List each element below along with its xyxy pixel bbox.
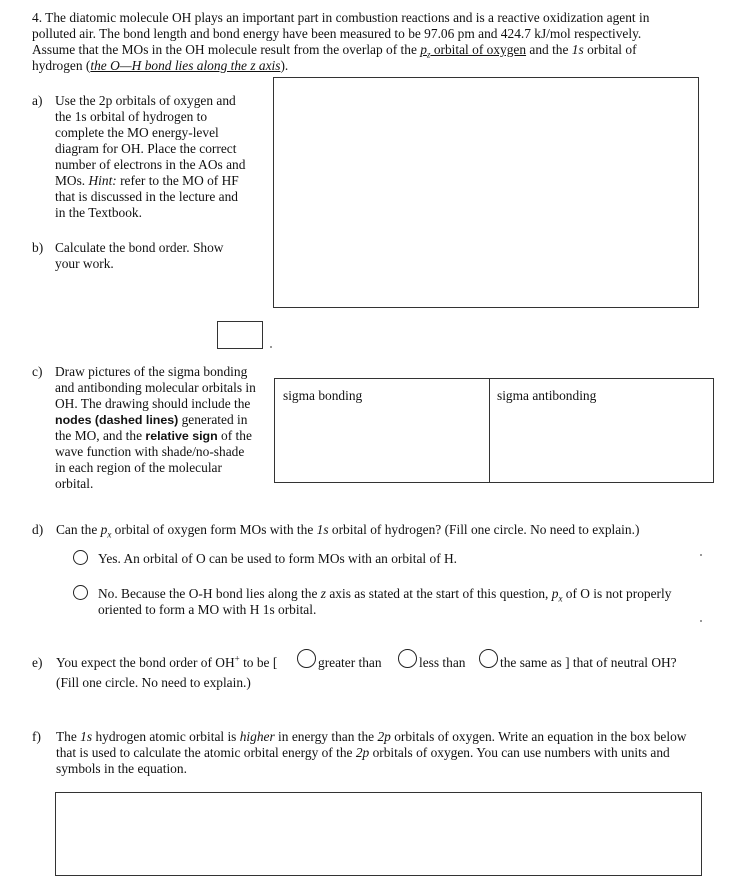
part-c-line: the MO, and the relative sign of the bbox=[55, 428, 252, 443]
part-a-line: diagram for OH. Place the correct bbox=[55, 141, 237, 156]
option-yes-radio[interactable] bbox=[73, 550, 88, 565]
part-a-line: number of electrons in the AOs and bbox=[55, 157, 246, 172]
option-greater-radio[interactable] bbox=[297, 649, 316, 668]
part-f-line-2: that is used to calculate the atomic orbital energy of the 2p orbitals of oxygen. You can use numbers with units and bbox=[56, 745, 670, 760]
intro-line-1: 4. The diatomic molecule OH plays an important part in combustion reactions and is a reactive oxidization agent in bbox=[32, 10, 650, 25]
part-a-line: complete the MO energy-level bbox=[55, 125, 219, 140]
part-e-instruction: (Fill one circle. No need to explain.) bbox=[56, 675, 251, 690]
part-a-line: Use the 2p orbitals of oxygen and bbox=[55, 93, 236, 108]
sigma-bonding-cell[interactable] bbox=[274, 378, 490, 483]
sigma-antibonding-cell[interactable] bbox=[489, 378, 714, 483]
part-f-label: f) bbox=[32, 729, 41, 744]
intro-line-4: hydrogen (the O—H bond lies along the z axis). bbox=[32, 58, 289, 73]
intro-line-3: Assume that the MOs in the OH molecule result from the overlap of the $p_z$ orbital of oxygen and the 1s orbital of bbox=[32, 42, 637, 60]
part-d-question: Can the $p_x$ orbital of oxygen form MOs with the 1s orbital of hydrogen? (Fill one circle. No need to explain.) bbox=[56, 522, 640, 540]
part-c-line: in each region of the molecular bbox=[55, 460, 222, 475]
option-greater-label: greater than bbox=[318, 655, 382, 670]
option-no-label-line2: oriented to form a MO with H 1s orbital. bbox=[98, 602, 317, 617]
part-c-line: orbital. bbox=[55, 476, 94, 491]
option-no-radio[interactable] bbox=[73, 585, 88, 600]
equation-answer-box[interactable] bbox=[55, 792, 702, 876]
option-yes-label: Yes. An orbital of O can be used to form MOs with an orbital of H. bbox=[98, 551, 458, 566]
part-c-label: c) bbox=[32, 364, 43, 379]
part-e-text: You expect the bond order of OH+ to be [ bbox=[56, 653, 278, 670]
part-c-line: Draw pictures of the sigma bonding bbox=[55, 364, 248, 379]
option-less-radio[interactable] bbox=[398, 649, 417, 668]
decorative-dot bbox=[270, 346, 272, 348]
intro-line-2: polluted air. The bond length and bond energy have been measured to be 97.06 pm and 424.7 kJ/mol respectively. bbox=[32, 26, 642, 41]
part-e-label: e) bbox=[32, 655, 43, 670]
part-b-label: b) bbox=[32, 240, 44, 255]
part-d-label: d) bbox=[32, 522, 44, 537]
part-c-line: and antibonding molecular orbitals in bbox=[55, 380, 256, 395]
part-a-line: MOs. Hint: refer to the MO of HF bbox=[55, 173, 239, 188]
part-b-line: your work. bbox=[55, 256, 114, 271]
mo-diagram-answer-box[interactable] bbox=[273, 77, 699, 308]
part-c-line: OH. The drawing should include the bbox=[55, 396, 251, 411]
part-a-line: in the Textbook. bbox=[55, 205, 142, 220]
decorative-dot bbox=[700, 620, 702, 622]
decorative-dot bbox=[700, 554, 702, 556]
part-f-line-1: The 1s hydrogen atomic orbital is higher in energy than the 2p orbitals of oxygen. Write an equation in the box below bbox=[56, 729, 687, 744]
part-c-line: wave function with shade/no-shade bbox=[55, 444, 245, 459]
option-less-label: less than bbox=[419, 655, 466, 670]
part-b-line: Calculate the bond order. Show bbox=[55, 240, 224, 255]
part-c-line: nodes (dashed lines) generated in bbox=[55, 412, 248, 427]
part-a-label: a) bbox=[32, 93, 43, 108]
bond-order-answer-box[interactable] bbox=[217, 321, 263, 349]
sigma-antibonding-header: sigma antibonding bbox=[497, 388, 597, 403]
option-same-radio[interactable] bbox=[479, 649, 498, 668]
part-f-line-3: symbols in the equation. bbox=[56, 761, 187, 776]
option-same-label: the same as ] that of neutral OH? bbox=[500, 655, 677, 670]
sigma-bonding-header: sigma bonding bbox=[283, 388, 363, 403]
option-no-label: No. Because the O-H bond lies along the z axis as stated at the start of this question, $p_x$ of O is not properly bbox=[98, 586, 672, 604]
part-a-line: the 1s orbital of hydrogen to bbox=[55, 109, 208, 124]
part-a-line: that is discussed in the lecture and bbox=[55, 189, 238, 204]
